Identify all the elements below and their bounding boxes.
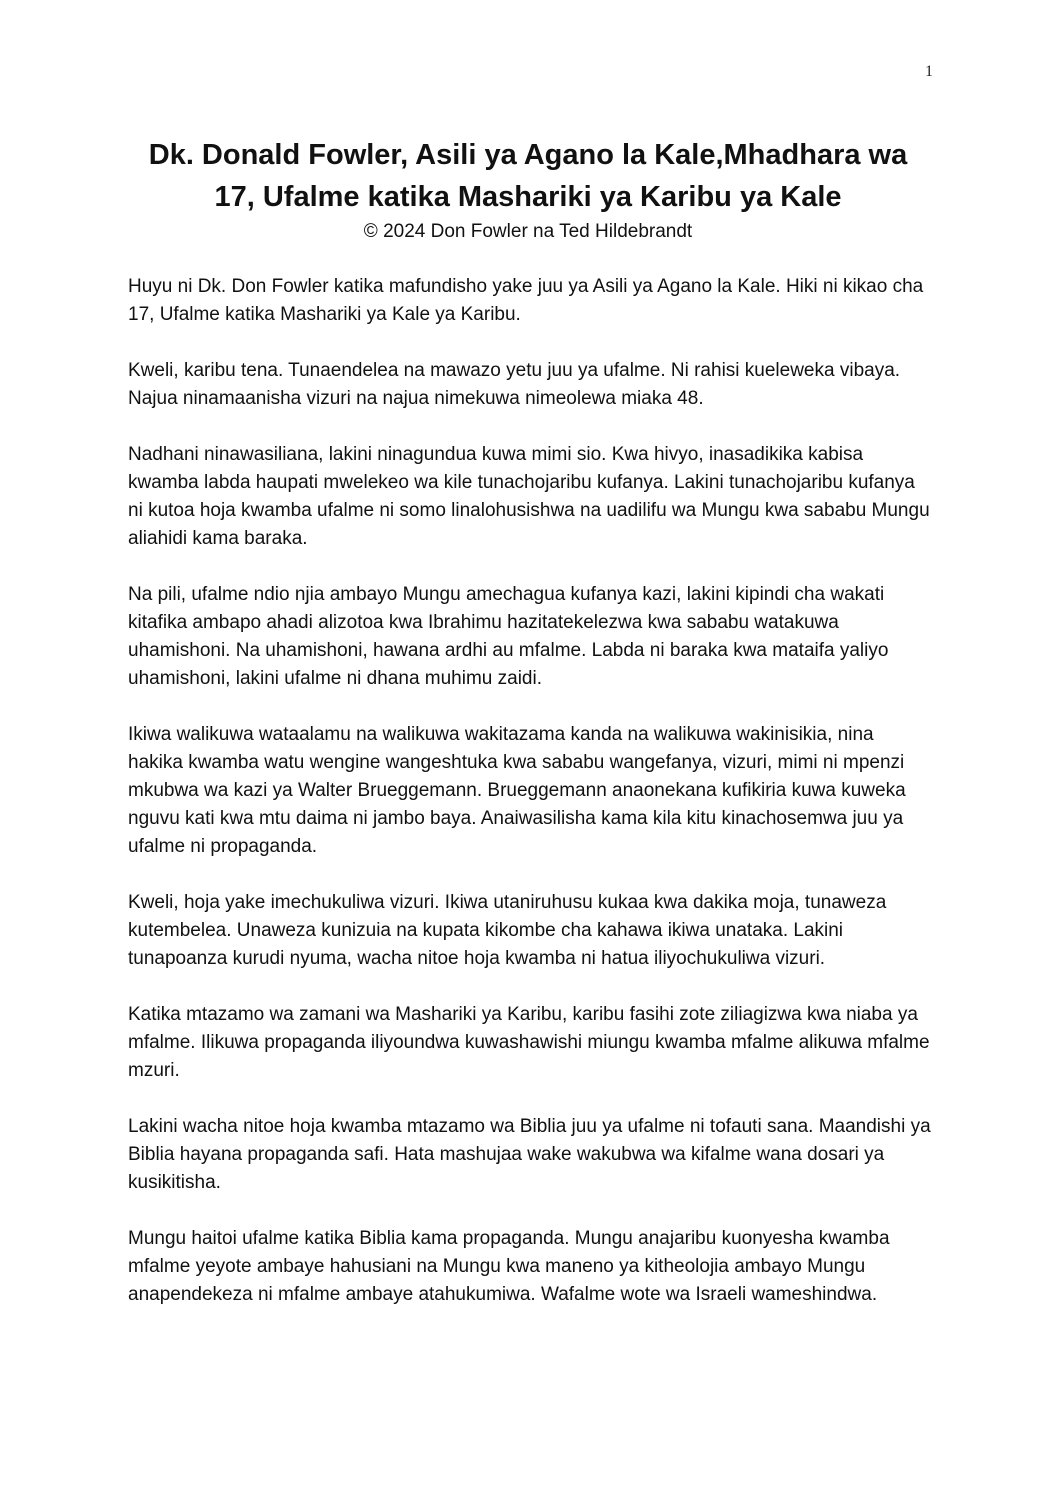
paragraph: Mungu haitoi ufalme katika Biblia kama propaganda. Mungu anajaribu kuonyesha kwamba mfalme yeyote ambaye hahusiani na Mungu kwa maneno ya kitheolojia ambayo Mungu anapendekeza ni mfalme ambaye atahukumiwa. Wafalme wote wa Israeli wameshindwa. [128, 1228, 890, 1305]
paragraph: Na pili, ufalme ndio njia ambayo Mungu amechagua kufanya kazi, lakini kipindi cha wakati kitafika ambapo ahadi alizotoa kwa Ibrahimu hazitatekelezwa kwa sababu watakuwa uhamishoni. Na uhamishoni, hawana ardhi au mfalme. Labda ni baraka kwa mataifa yaliyo uhamishoni, lakini ufalme ni dhana muhimu zaidi. [128, 584, 889, 689]
paragraph: Kweli, karibu tena. Tunaendelea na mawazo yetu juu ya ufalme. Ni rahisi kueleweka vibaya. Najua ninamaanisha vizuri na najua nimekuwa nimeolewa miaka 48. [128, 360, 901, 409]
paragraph: Katika mtazamo wa zamani wa Mashariki ya Karibu, karibu fasihi zote ziliagizwa kwa niaba ya mfalme. Ilikuwa propaganda iliyoundwa kuwashawishi miungu kwamba mfalme alikuwa mfalme mzuri. [128, 1004, 930, 1081]
page-number: 1 [925, 63, 933, 80]
page-title: Dk. Donald Fowler, Asili ya Agano la Kale,Mhadhara wa 17, Ufalme katika Mashariki ya Karibu ya Kale [148, 139, 908, 213]
paragraph: Nadhani ninawasiliana, lakini ninagundua kuwa mimi sio. Kwa hivyo, inasadikika kabisa kwamba labda haupati mwelekeo wa kile tunachojaribu kufanya. Lakini tunachojaribu kufanya ni kutoa hoja kwamba ufalme ni somo linalohusishwa na uadilifu wa Mungu kwa sababu Mungu aliahidi kama baraka. [128, 444, 930, 549]
paragraph: Ikiwa walikuwa wataalamu na walikuwa wakitazama kanda na walikuwa wakinisikia, nina hakika kwamba watu wengine wangeshtuka kwa sababu wangefanya, vizuri, mimi ni mpenzi mkubwa wa kazi ya Walter Brueggemann. Brueggemann anaonekana kufikiria kuwa kuweka nguvu kati kwa mtu daima ni jambo baya. Anaiwasilisha kama kila kitu kinachosemwa juu ya ufalme ni propaganda. [128, 724, 906, 857]
paragraph: Huyu ni Dk. Don Fowler katika mafundisho yake juu ya Asili ya Agano la Kale. Hiki ni kikao cha 17, Ufalme katika Mashariki ya Kale ya Karibu. [128, 276, 924, 325]
paragraph: Kweli, hoja yake imechukuliwa vizuri. Ikiwa utaniruhusu kukaa kwa dakika moja, tunaweza kutembelea. Unaweza kunizuia na kupata kikombe cha kahawa ikiwa unataka. Lakini tunapoanza kurudi nyuma, wacha nitoe hoja kwamba ni hatua iliyochukuliwa vizuri. [128, 892, 887, 969]
paragraph: Lakini wacha nitoe hoja kwamba mtazamo wa Biblia juu ya ufalme ni tofauti sana. Maandishi ya Biblia hayana propaganda safi. Hata mashujaa wake wakubwa wa kifalme wana dosari ya kusikitisha. [128, 1116, 931, 1193]
document-body [128, 273, 933, 1337]
copyright-line: © 2024 Don Fowler na Ted Hildebrandt [363, 221, 693, 242]
